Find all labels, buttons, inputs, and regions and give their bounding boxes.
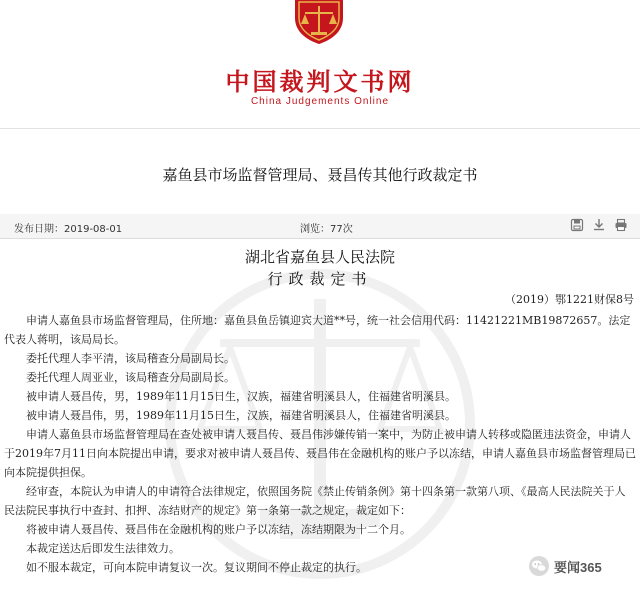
document-title: 嘉鱼县市场监督管理局、聂昌传其他行政裁定书 — [162, 166, 478, 184]
site-subtitle: China Judgements Online — [250, 96, 390, 107]
case-number: （2019）鄂1221财保8号 — [505, 293, 634, 306]
document-meta-bar — [0, 214, 640, 239]
ruling-paragraph: 被申请人聂昌传，男，1989年11月15日生，汉族，福建省明溪县人，住福建省明溪县。 — [26, 390, 456, 403]
save-icon[interactable] — [570, 218, 584, 232]
ruling-paragraph: 申请人嘉鱼县市场监督管理局，住所地：嘉鱼县鱼岳镇迎宾大道**号，统一社会信用代码：11421221MB19872657。法定代表人蒋明，该局局长。 — [4, 314, 631, 346]
ruling-paragraph: 如不服本裁定，可向本院申请复议一次。复议期间不停止裁定的执行。 — [26, 561, 367, 574]
publish-date: 发布日期：2019-08-01 — [14, 224, 123, 235]
document-type: 行政裁定书 — [267, 270, 373, 288]
ruling-paragraph: 委托代理人李平清，该局稽查分局副局长。 — [26, 352, 235, 365]
download-icon[interactable] — [592, 218, 606, 232]
ruling-document — [0, 239, 640, 593]
ruling-paragraph: 经审查，本院认为申请人的申请符合法律规定，依照国务院《禁止传销条例》第十四条第一款第八项、《最高人民法院关于人民法院民事执行中查封、扣押、冻结财产的规定》第一条第一款之规定，裁定如下： — [4, 485, 626, 517]
view-count: 浏览：77次 — [300, 224, 353, 235]
wechat-icon — [528, 555, 550, 577]
ruling-paragraph: 本裁定送达后即发生法律效力。 — [26, 542, 180, 555]
site-header — [0, 0, 640, 129]
print-icon[interactable] — [614, 218, 628, 232]
document-tools — [570, 218, 628, 232]
ruling-paragraph: 申请人嘉鱼县市场监督管理局在查处被申请人聂昌传、聂昌伟涉嫌传销一案中，为防止被申请人转移或隐匿违法资金，申请人于2019年7月11日向本院提出申请，要求对被申请人聂昌传、聂昌伟在金融机构的账户予以冻结，申请人嘉鱼县市场监督管理局已向本院提供担保。 — [4, 428, 636, 479]
ruling-paragraph: 将被申请人聂昌传、聂昌伟在金融机构的账户予以冻结，冻结期限为十二个月。 — [26, 523, 411, 536]
ruling-paragraph: 被申请人聂昌伟，男，1989年11月15日生，汉族，福建省明溪县人，住福建省明溪县。 — [26, 409, 456, 422]
source-watermark-badge — [526, 553, 608, 579]
ruling-paragraph: 委托代理人周亚业，该局稽查分局副局长。 — [26, 371, 235, 384]
source-watermark-text: 要闻365 — [554, 559, 602, 575]
court-emblem-icon — [291, 0, 347, 44]
court-name: 湖北省嘉鱼县人民法院 — [244, 248, 395, 266]
site-title: 中国裁判文书网 — [225, 67, 415, 96]
